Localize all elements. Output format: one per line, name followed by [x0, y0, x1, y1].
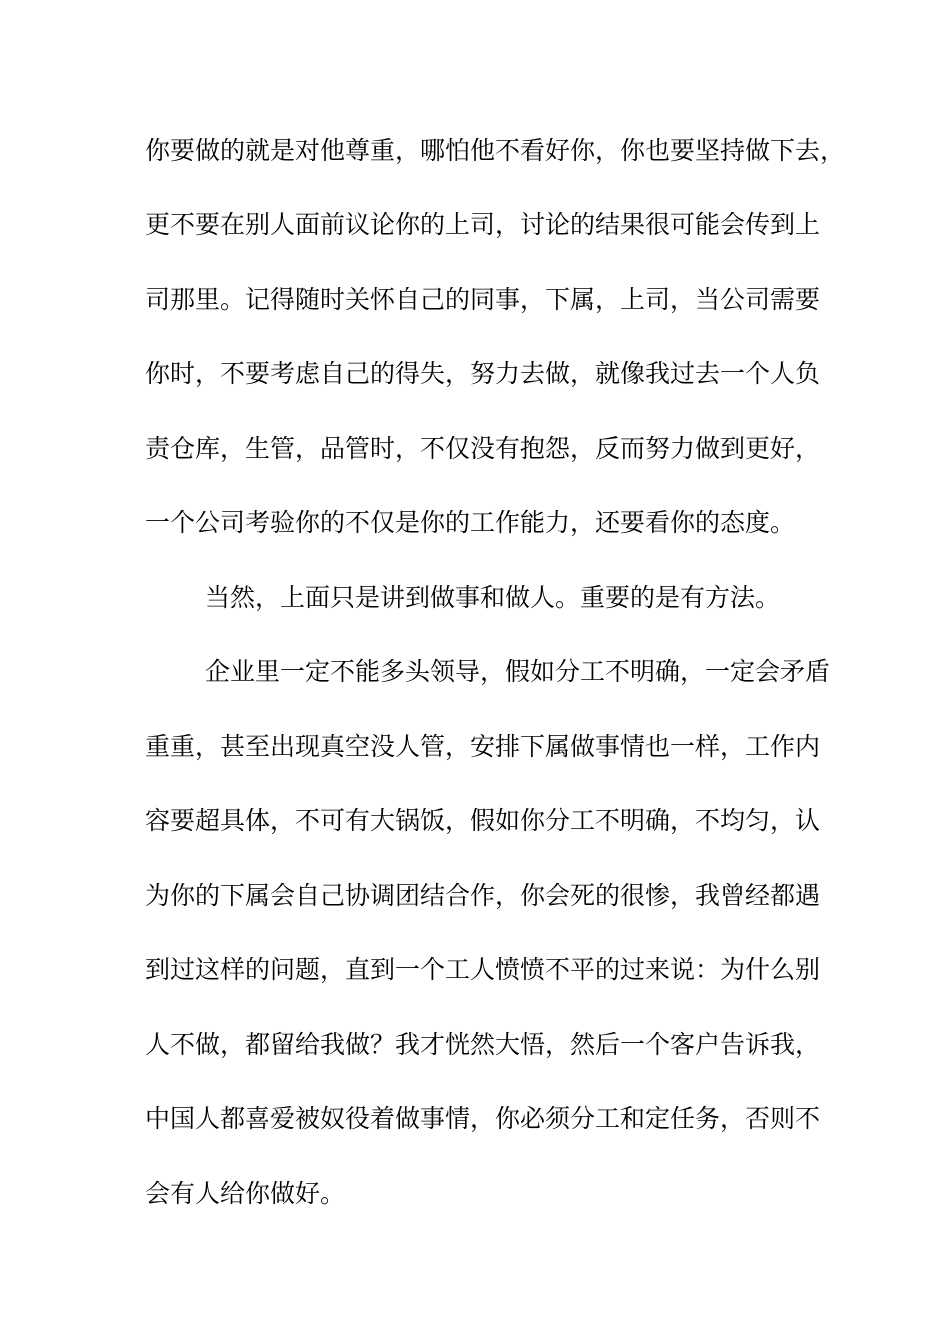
text-line-9: 重重，甚至出现真空没人管，安排下属做事情也一样，工作内	[145, 732, 821, 761]
text-line-10: 容要超具体，不可有大锅饭，假如你分工不明确，不均匀，认	[145, 806, 821, 835]
text-line-5: 责仓库，生管，品管时，不仅没有抱怨，反而努力做到更好，	[145, 434, 821, 463]
text-line-15: 会有人给你做好。	[145, 1179, 346, 1208]
text-line-4: 你时，不要考虑自己的得失，努力去做，就像我过去一个人负	[145, 359, 821, 388]
text-line-13: 人不做，都留给我做？我才恍然大悟，然后一个客户告诉我，	[145, 1030, 821, 1059]
paragraph-start-line: 当然，上面只是讲到做事和做人。重要的是有方法。	[205, 583, 781, 612]
text-line-14: 中国人都喜爱被奴役着做事情，你必须分工和定任务，否则不	[145, 1104, 821, 1133]
text-line-1: 你要做的就是对他尊重，哪怕他不看好你，你也要坚持做下去，	[145, 136, 846, 165]
text-line-2: 更不要在别人面前议论你的上司，讨论的结果很可能会传到上	[145, 210, 821, 239]
text-line-6: 一个公司考验你的不仅是你的工作能力，还要看你的态度。	[145, 508, 796, 537]
text-line-12: 到过这样的问题，直到一个工人愤愤不平的过来说：为什么别	[145, 955, 821, 984]
text-line-11: 为你的下属会自己协调团结合作，你会死的很惨，我曾经都遇	[145, 881, 821, 910]
text-line-3: 司那里。记得随时关怀自己的同事，下属，上司，当公司需要	[145, 285, 821, 314]
paragraph-start-line: 企业里一定不能多头领导，假如分工不明确，一定会矛盾	[205, 657, 831, 686]
